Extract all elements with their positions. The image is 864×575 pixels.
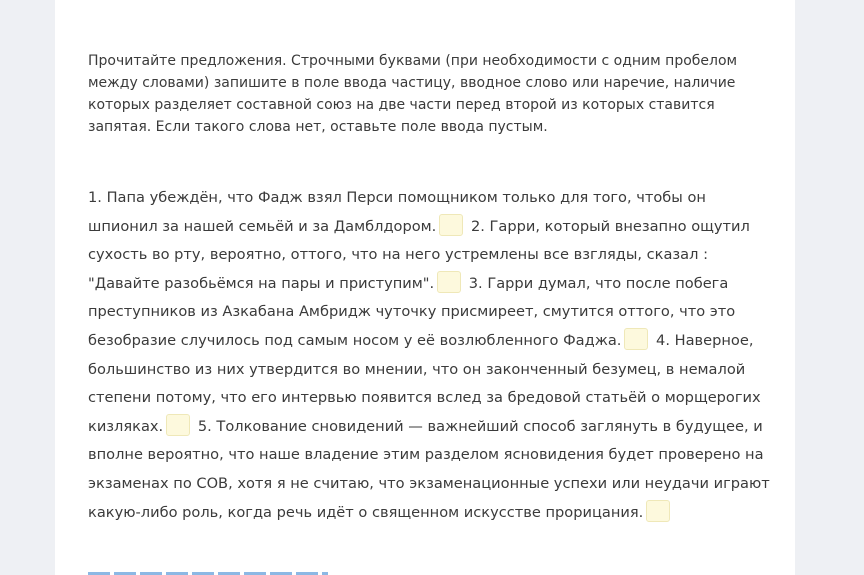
sentence-2: 2. Гарри, который внезапно ощутил сухость во рту, вероятно, оттого, что на него устремлены все взгляды, сказал : "Давайте разобьёмся на пары и приступим". bbox=[88, 217, 750, 292]
answer-input-2[interactable] bbox=[437, 271, 461, 293]
answer-input-3[interactable] bbox=[624, 328, 648, 350]
sentence-4: 4. Наверное, большинство из них утвердится во мнении, что он законченный безумец, в немалой степени потому, что его интервью появится вслед за бредовой статьёй о морщерогих кизляках. bbox=[88, 331, 761, 435]
sentence-1: 1. Папа убеждён, что Фадж взял Перси помощником только для того, чтобы он шпионил за нашей семьёй и за Дамблдором. bbox=[88, 189, 706, 235]
sentence-5: 5. Толкование сновидений — важнейший способ заглянуть в будущее, и вполне вероятно, что наше владение этим разделом ясновидения будет проверено на экзаменах по СОВ, хотя я не считаю, что экзаменационные успехи или неудачи играют какую-либо роль, когда речь идёт о священном искусстве прорицания. bbox=[88, 417, 770, 521]
bottom-link-cutoff[interactable] bbox=[88, 568, 328, 575]
answer-input-5[interactable] bbox=[646, 500, 670, 522]
answer-input-1[interactable] bbox=[439, 214, 463, 236]
task-text bbox=[88, 184, 778, 527]
answer-input-4[interactable] bbox=[166, 414, 190, 436]
sentence-3: 3. Гарри думал, что после побега преступников из Азкабана Амбридж чуточку присмиреет, смутится оттого, что это безобразие случилось под самым носом у её возлюбленного Фаджа. bbox=[88, 274, 736, 349]
task-card bbox=[55, 0, 795, 575]
task-instruction: Прочитайте предложения. Строчными буквами (при необходимости с одним пробелом между словами) запишите в поле ввода частицу, вводное слово или наречие, наличие которых разделяет составной союз на две части перед второй из которых ставится запятая. Если такого слова нет, оставьте поле ввода пустым. bbox=[88, 53, 738, 135]
